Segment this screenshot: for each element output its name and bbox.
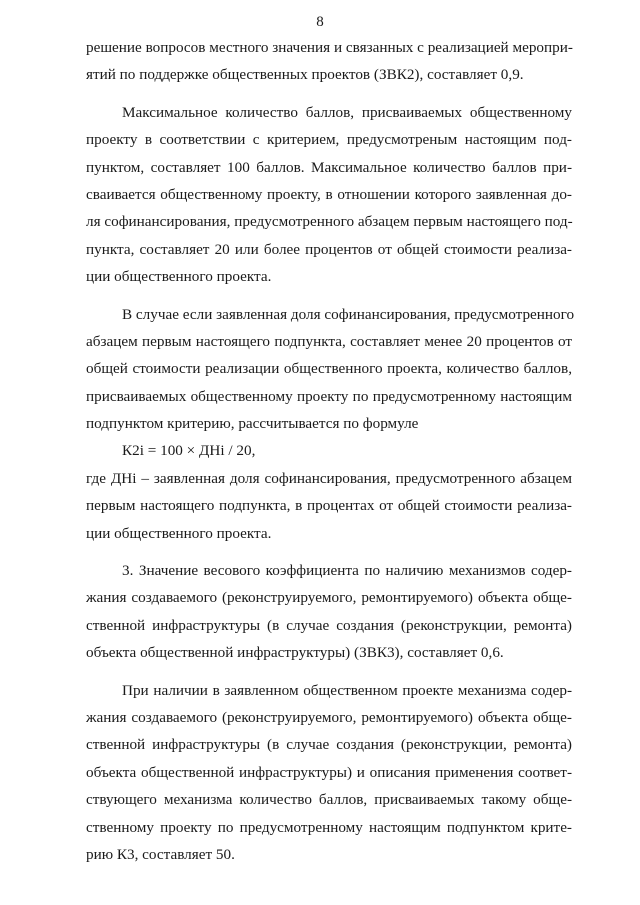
text-line: жания создаваемого (реконструируемого, ремонтируемого) объекта обще- — [86, 708, 572, 726]
text-line: При наличии в заявленном общественном проекте механизма содер- — [122, 681, 572, 699]
text-line: ции общественного проекта. — [86, 268, 272, 286]
text-line: проекту в соответствии с критерием, предусмотреным настоящим под- — [86, 131, 572, 149]
text-line: ции общественного проекта. — [86, 524, 272, 542]
text-line: где ДНi – заявленная доля софинансирования, предусмотренного абзацем — [86, 469, 572, 487]
text-line: решение вопросов местного значения и связанных с реализацией меропри- — [86, 39, 573, 56]
text-line: объекта общественной инфраструктуры) (ЗВК3), составляет 0,6. — [86, 644, 504, 662]
text-line: ственной инфраструктуры (в случае создания (реконструкции, ремонта) — [86, 736, 572, 754]
text-line: пунктом, составляет 100 баллов. Максимальное количество баллов при- — [86, 158, 572, 176]
document-body — [86, 34, 575, 868]
paragraph — [86, 677, 572, 869]
text-line: сваивается общественному проекту, в отношении которого заявленная до- — [86, 185, 572, 203]
text-line: ственной инфраструктуры (в случае создания (реконструкции, ремонта) — [86, 616, 572, 634]
text-line: рию К3, составляет 50. — [86, 845, 235, 863]
text-line: ятий по поддержке общественных проектов (ЗВК2), составляет 0,9. — [86, 66, 524, 84]
text-line: первым настоящего подпункта, в процентах от общей стоимости реализа- — [86, 497, 572, 515]
text-line: Максимальное количество баллов, присваиваемых общественному — [122, 103, 572, 121]
text-line: ствующего механизма количество баллов, присваиваемых такому обще- — [86, 791, 572, 809]
text-line: В случае если заявленная доля софинансирования, предусмотренного — [122, 305, 575, 323]
formula-text: К2i = 100 × ДНi / 20, — [122, 442, 256, 460]
paragraph — [86, 301, 575, 438]
text-line: ственному проекту по предусмотренному настоящим подпунктом крите- — [86, 818, 572, 836]
page-number: 8 — [316, 14, 324, 30]
text-line: присваиваемых общественному проекту по предусмотренному настоящим — [86, 387, 572, 405]
paragraph — [86, 34, 572, 89]
text-line: 3. Значение весового коэффициента по наличию механизмов содер- — [122, 562, 572, 580]
text-line: общей стоимости реализации общественного проекта, количество баллов, — [86, 360, 572, 378]
formula — [86, 437, 572, 464]
paragraph — [86, 557, 572, 667]
paragraph — [86, 99, 572, 291]
text-line: пункта, составляет 20 или более процентов от общей стоимости реализа- — [86, 240, 572, 258]
text-line: абзацем первым настоящего подпункта, составляет менее 20 процентов от — [86, 332, 572, 350]
text-line: подпунктом критерию, рассчитывается по формуле — [86, 415, 419, 433]
paragraph — [86, 465, 572, 547]
text-line: жания создаваемого (реконструируемого, ремонтируемого) объекта обще- — [86, 589, 572, 607]
text-line: ля софинансирования, предусмотренного абзацем первым настоящего под- — [86, 213, 573, 231]
text-line: объекта общественной инфраструктуры) и описания применения соответ- — [86, 763, 572, 781]
